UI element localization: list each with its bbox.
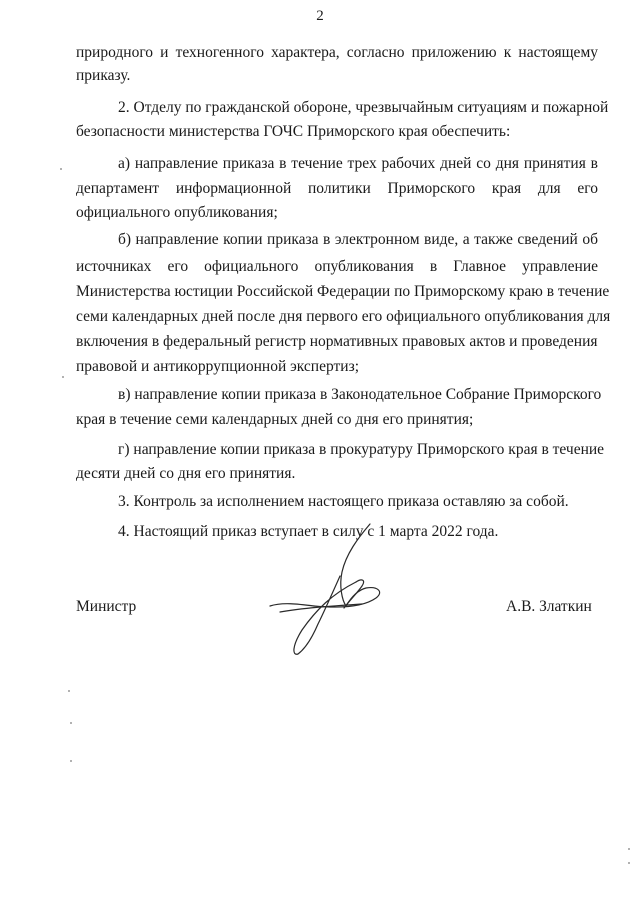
paragraph-line: правовой и антикоррупционной экспертиз; — [76, 358, 360, 375]
scan-speck — [628, 848, 630, 850]
paragraph-line: включения в федеральный регистр нормативных правовых актов и проведения — [76, 333, 598, 350]
paragraph-line: природного и техногенного характера, согласно приложению к настоящему — [76, 44, 598, 61]
paragraph-line: безопасности министерства ГОЧС Приморского края обеспечить: — [76, 123, 511, 140]
signatory-position: Министр — [76, 598, 137, 615]
signatory-name: А.В. Златкин — [506, 598, 592, 615]
paragraph-line: десяти дней со дня его принятия. — [76, 465, 296, 482]
scan-speck — [62, 376, 64, 378]
paragraph-line: 2. Отделу по гражданской обороне, чрезвычайным ситуациям и пожарной — [118, 99, 609, 116]
scan-speck — [68, 690, 70, 692]
scan-speck — [70, 760, 72, 762]
scan-speck — [628, 862, 630, 864]
page-number: 2 — [316, 8, 324, 24]
paragraph-line: г) направление копии приказа в прокуратуру Приморского края в течение — [118, 441, 605, 458]
paragraph-line: Министерства юстиции Российской Федерации по Приморскому краю в течение — [76, 283, 610, 300]
paragraph-line: приказу. — [76, 67, 131, 84]
paragraph-line: края в течение семи календарных дней со дня его принятия; — [76, 411, 474, 428]
paragraph-line: департамент информационной политики Приморского края для его — [76, 180, 598, 197]
paragraph-line: официального опубликования; — [76, 204, 278, 221]
scan-speck — [60, 168, 62, 170]
scan-speck — [70, 722, 72, 724]
paragraph-line: 4. Настоящий приказ вступает в силу с 1 марта 2022 года. — [118, 523, 499, 540]
paragraph-line: б) направление копии приказа в электронном виде, а также сведений об — [118, 231, 598, 248]
handwritten-signature — [262, 520, 392, 660]
paragraph-line: источниках его официального опубликования в Главное управление — [76, 258, 598, 275]
paragraph-line: 3. Контроль за исполнением настоящего приказа оставляю за собой. — [118, 493, 569, 510]
paragraph-line: семи календарных дней после дня первого его официального опубликования для — [76, 308, 611, 325]
paragraph-line: а) направление приказа в течение трех рабочих дней со дня принятия в — [118, 155, 598, 172]
paragraph-line: в) направление копии приказа в Законодательное Собрание Приморского — [118, 386, 602, 403]
